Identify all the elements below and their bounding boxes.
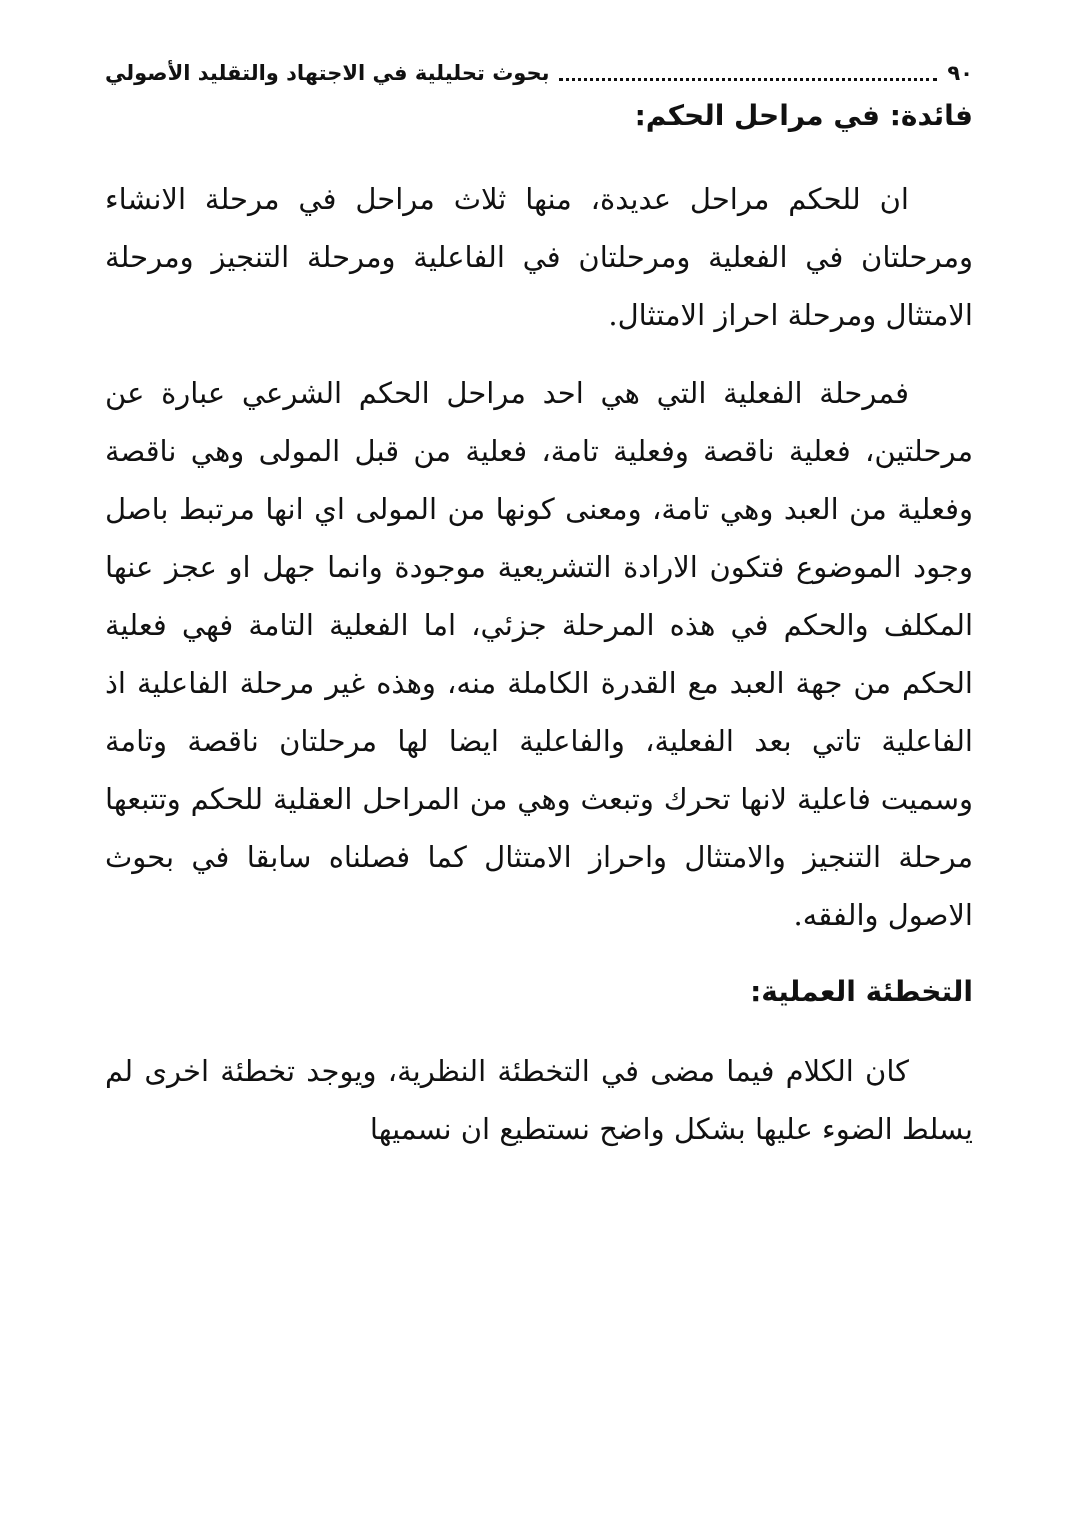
paragraph-actuality-stage: فمرحلة الفعلية التي هي احد مراحل الحكم الشرعي عبارة عن مرحلتين، فعلية ناقصة وفعلية تامة، فعلية من قبل المولى وهي ناقصة وفعلية من العبد وهي تامة، ومعنى كونها من المولى اي انها مرتبط باصل وجود الموضوع فتكون الارادة التشريعية موجودة وانما جهل او عجز عنها المكلف والحكم في هذه المرحلة جزئي، اما الفعلية التامة فهي فعلية الحكم من جهة العبد مع القدرة الكاملة منه، وهذه غير مرحلة الفاعلية اذ الفاعلية تاتي بعد الفعلية، والفاعلية ايضا لها مرحلتان ناقصة وتامة وسميت فاعلية لانها تحرك وتبعث وهي من المراحل العقلية للحكم وتتبعها مرحلة التنجيز والامتثال واحراز الامتثال كما فصلناه سابقا في بحوث الاصول والفقه. — [105, 376, 973, 932]
section-heading-stages-of-ruling: فائدة: في مراحل الحكم: — [634, 99, 973, 132]
running-header — [105, 56, 973, 90]
section-heading-practical-error: التخطئة العملية: — [750, 975, 973, 1008]
document-page — [105, 56, 973, 1496]
page-number: ٩٠ — [947, 61, 973, 85]
header-dot-leader — [559, 78, 937, 81]
paragraph-stages-overview: ان للحكم مراحل عديدة، منها ثلاث مراحل في مرحلة الانشاء ومرحلتان في الفعلية ومرحلتان في الفاعلية ومرحلة التنجيز ومرحلة الامتثال ومرحلة احراز الامتثال. — [105, 182, 973, 332]
book-title: بحوث تحليلية في الاجتهاد والتقليد الأصولي — [105, 61, 550, 85]
paragraph-practical-error: كان الكلام فيما مضى في التخطئة النظرية، ويوجد تخطئة اخرى لم يسلط الضوء عليها بشكل واضح نستطيع ان نسميها — [105, 1054, 973, 1146]
